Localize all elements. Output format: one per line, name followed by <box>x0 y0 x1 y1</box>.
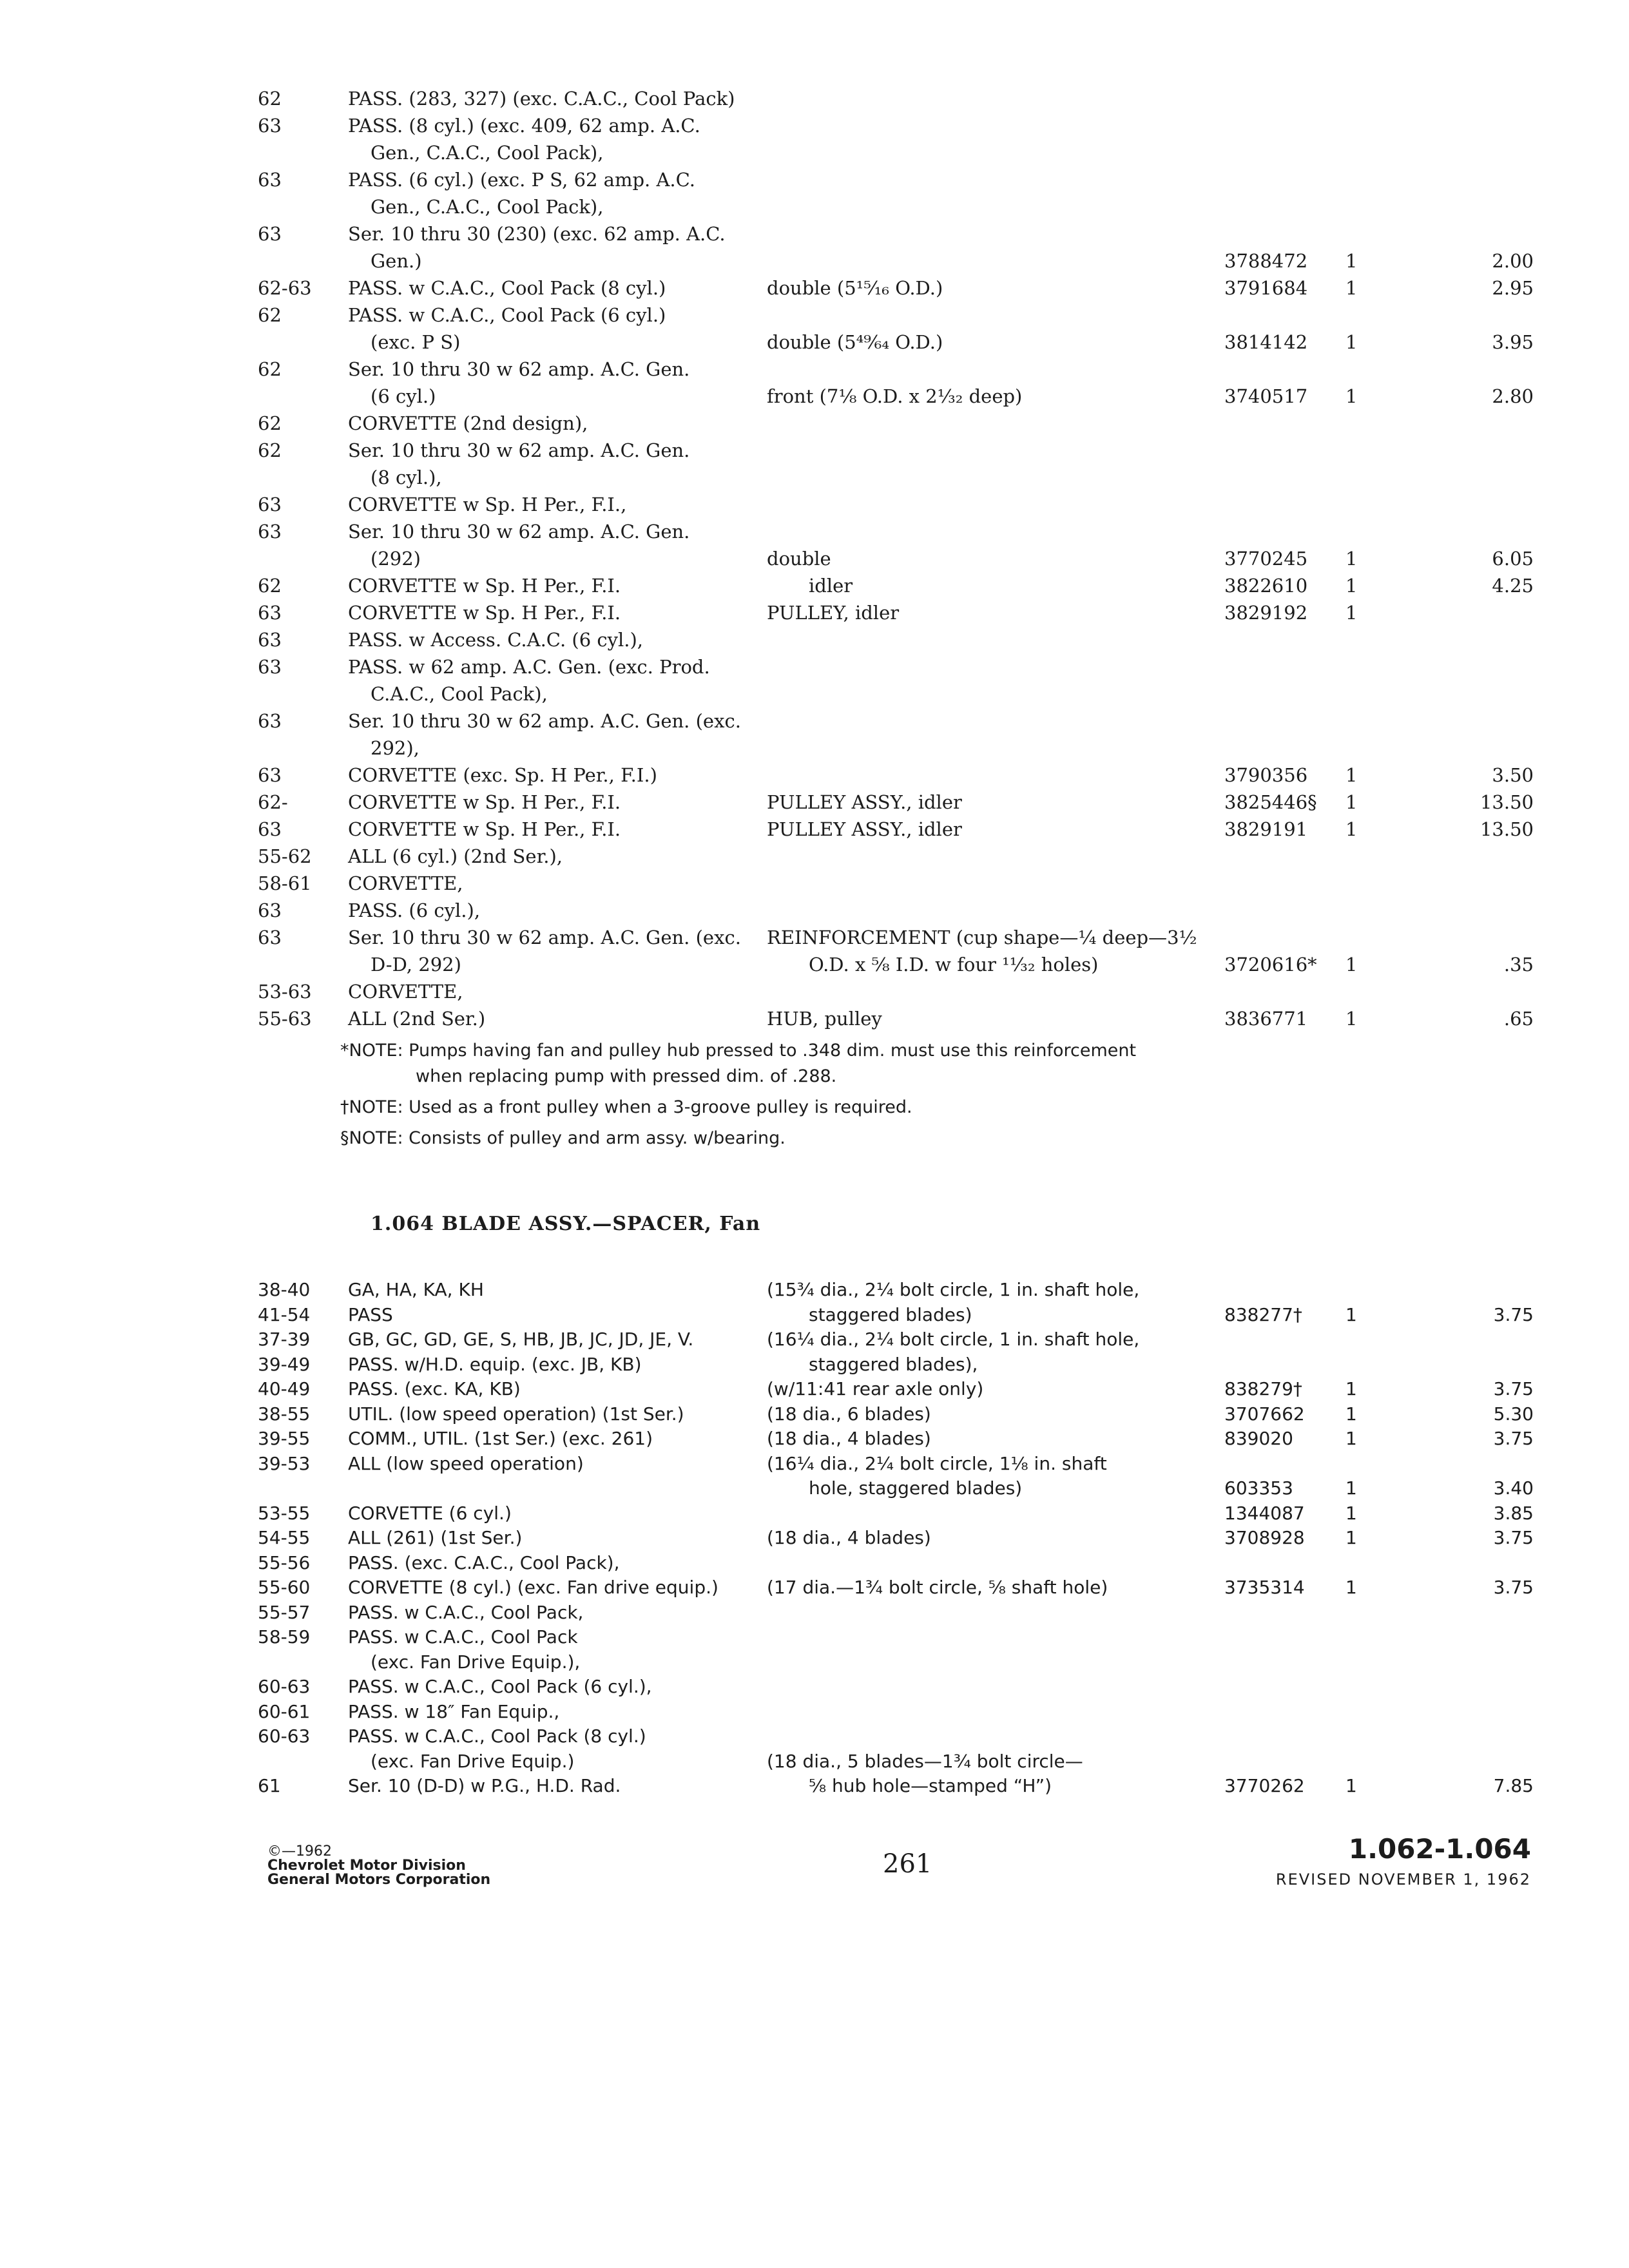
application-text: Ser. 10 thru 30 w 62 amp. A.C. Gen. <box>348 358 690 380</box>
part-number: 3791684 <box>1224 277 1308 299</box>
application-text: Ser. 10 thru 30 w 62 amp. A.C. Gen. (exc. <box>348 710 741 732</box>
application-text: CORVETTE w Sp. H Per., F.I. <box>348 818 621 840</box>
part-number: 3822610 <box>1224 575 1308 597</box>
section-title: 1.064 BLADE ASSY.—SPACER, Fan <box>371 1213 761 1235</box>
quantity: 1 <box>1345 818 1358 840</box>
part-number: 1344087 <box>1224 1502 1305 1524</box>
application-text: Ser. 10 thru 30 w 62 amp. A.C. Gen. <box>348 439 690 461</box>
year-range: 58-59 <box>258 1626 311 1648</box>
year-range: 60-63 <box>258 1676 311 1697</box>
year-range: 38-55 <box>258 1403 311 1425</box>
application-text: D-D, 292) <box>371 954 461 975</box>
application-text: PASS. (283, 327) (exc. C.A.C., Cool Pack) <box>348 88 735 110</box>
description-text: HUB, pulley <box>767 1008 882 1030</box>
quantity: 1 <box>1345 385 1358 407</box>
application-text: Ser. 10 (D-D) w P.G., H.D. Rad. <box>348 1775 621 1796</box>
application-text: Ser. 10 thru 30 w 62 amp. A.C. Gen. (exc. <box>348 927 741 948</box>
price: .35 <box>1503 954 1534 975</box>
year-range: 63 <box>258 629 282 651</box>
note-line: *NOTE: Pumps having fan and pulley hub pressed to .348 dim. must use this reinforcement <box>340 1041 1137 1061</box>
application-text: Ser. 10 thru 30 w 62 amp. A.C. Gen. <box>348 521 690 543</box>
quantity: 1 <box>1345 1378 1357 1399</box>
part-number: 3708928 <box>1224 1527 1305 1548</box>
description-text: (18 dia., 4 blades) <box>767 1527 931 1548</box>
quantity: 1 <box>1345 1527 1357 1548</box>
description-text: double (5¹⁵⁄₁₆ O.D.) <box>767 277 943 299</box>
part-number: 3770245 <box>1224 548 1308 570</box>
part-number: 3814142 <box>1224 331 1308 353</box>
application-text: CORVETTE w Sp. H Per., F.I. <box>348 575 621 597</box>
application-text: PASS. (6 cyl.) (exc. P S, 62 amp. A.C. <box>348 169 696 191</box>
application-text: (exc. Fan Drive Equip.) <box>371 1750 575 1772</box>
note-line: when replacing pump with pressed dim. of .288. <box>416 1066 837 1086</box>
description-text: (18 dia., 6 blades) <box>767 1403 931 1425</box>
application-text: Gen., C.A.C., Cool Pack), <box>371 196 604 218</box>
part-number: 603353 <box>1224 1477 1293 1499</box>
application-text: CORVETTE w Sp. H Per., F.I. <box>348 602 621 624</box>
publisher-block <box>267 1845 490 1887</box>
price: .65 <box>1503 1008 1534 1030</box>
application-text: (exc. P S) <box>371 331 461 353</box>
section-range: 1.062-1.064 <box>1348 1833 1531 1865</box>
quantity: 1 <box>1345 331 1358 353</box>
application-text: (exc. Fan Drive Equip.), <box>371 1651 581 1673</box>
year-range: 39-53 <box>258 1452 311 1474</box>
quantity: 1 <box>1345 1403 1357 1425</box>
application-text: PASS. (6 cyl.), <box>348 899 481 921</box>
part-number: 3770262 <box>1224 1775 1305 1796</box>
part-number: 3829192 <box>1224 602 1308 624</box>
description-text: (17 dia.—1¾ bolt circle, ⅝ shaft hole) <box>767 1577 1108 1598</box>
year-range: 63 <box>258 818 282 840</box>
quantity: 1 <box>1345 954 1358 975</box>
year-range: 63 <box>258 494 282 515</box>
description-text: REINFORCEMENT (cup shape—¹⁄₄ deep—3¹⁄₂ <box>767 927 1197 948</box>
description-text: double <box>767 548 831 570</box>
description-text: (15¾ dia., 2¼ bolt circle, 1 in. shaft hole, <box>767 1279 1140 1300</box>
application-text: CORVETTE w Sp. H Per., F.I., <box>348 494 627 515</box>
application-text: PASS <box>348 1303 393 1325</box>
application-text: (8 cyl.), <box>371 466 442 488</box>
application-text: CORVETTE (6 cyl.) <box>348 1502 512 1524</box>
quantity: 1 <box>1345 1775 1357 1796</box>
application-text: UTIL. (low speed operation) (1st Ser.) <box>348 1403 684 1425</box>
table-row <box>0 1006 1629 1038</box>
quantity: 1 <box>1345 250 1358 272</box>
application-text: CORVETTE, <box>348 872 463 894</box>
year-range: 55-60 <box>258 1577 311 1598</box>
price: 13.50 <box>1480 791 1534 813</box>
application-text: PASS. w 62 amp. A.C. Gen. (exc. Prod. <box>348 656 710 678</box>
year-range: 53-63 <box>258 981 312 1003</box>
application-text: PASS. w C.A.C., Cool Pack (6 cyl.), <box>348 1676 652 1697</box>
description-text: front (7¹⁄₈ O.D. x 2¹⁄₃₂ deep) <box>767 385 1023 407</box>
part-number: 3825446§ <box>1224 791 1317 813</box>
application-text: CORVETTE (2nd design), <box>348 412 588 434</box>
year-range: 62-63 <box>258 277 312 299</box>
description-text: ⅝ hub hole—stamped “H”) <box>809 1775 1052 1796</box>
part-number: 3836771 <box>1224 1008 1308 1030</box>
application-text: PASS. w C.A.C., Cool Pack <box>348 1626 578 1648</box>
copyright: ©—1962 <box>267 1843 332 1860</box>
application-text: COMM., UTIL. (1st Ser.) (exc. 261) <box>348 1428 653 1449</box>
application-text: CORVETTE (exc. Sp. H Per., F.I.) <box>348 764 657 786</box>
application-text: Ser. 10 thru 30 (230) (exc. 62 amp. A.C. <box>348 223 726 245</box>
price: 2.00 <box>1492 250 1534 272</box>
quantity: 1 <box>1345 1577 1357 1598</box>
year-range: 63 <box>258 521 282 543</box>
price: 3.40 <box>1493 1477 1534 1499</box>
price: 13.50 <box>1480 818 1534 840</box>
application-text: PASS. w Access. C.A.C. (6 cyl.), <box>348 629 644 651</box>
year-range: 63 <box>258 115 282 137</box>
price: 2.95 <box>1492 277 1534 299</box>
quantity: 1 <box>1345 764 1358 786</box>
year-range: 55-63 <box>258 1008 312 1030</box>
description-text: PULLEY, idler <box>767 602 900 624</box>
price: 7.85 <box>1493 1775 1534 1796</box>
year-range: 58-61 <box>258 872 312 894</box>
part-number: 3720616* <box>1224 954 1317 975</box>
part-number: 839020 <box>1224 1428 1293 1449</box>
quantity: 1 <box>1345 1477 1357 1499</box>
application-text: GA, HA, KA, KH <box>348 1279 484 1300</box>
year-range: 62 <box>258 575 282 597</box>
quantity: 1 <box>1345 277 1358 299</box>
application-text: PASS. (8 cyl.) (exc. 409, 62 amp. A.C. <box>348 115 700 137</box>
price: 3.75 <box>1493 1378 1534 1399</box>
part-number: 838279† <box>1224 1378 1302 1399</box>
application-text: PASS. w C.A.C., Cool Pack (8 cyl.) <box>348 277 666 299</box>
quantity: 1 <box>1345 1502 1357 1524</box>
application-text: PASS. w C.A.C., Cool Pack (8 cyl.) <box>348 1725 646 1747</box>
price: 3.75 <box>1493 1527 1534 1548</box>
application-text: PASS. w 18″ Fan Equip., <box>348 1700 560 1722</box>
year-range: 62 <box>258 439 282 461</box>
year-range: 55-62 <box>258 845 312 867</box>
part-number: 3829191 <box>1224 818 1308 840</box>
year-range: 53-55 <box>258 1502 311 1524</box>
quantity: 1 <box>1345 575 1358 597</box>
year-range: 63 <box>258 899 282 921</box>
year-range: 39-55 <box>258 1428 311 1449</box>
application-text: (6 cyl.) <box>371 385 436 407</box>
description-text: double (5⁴⁹⁄₆₄ O.D.) <box>767 331 943 353</box>
year-range: 39-49 <box>258 1353 311 1375</box>
application-text: PASS. w/H.D. equip. (exc. JB, KB) <box>348 1353 642 1375</box>
application-text: C.A.C., Cool Pack), <box>371 683 548 705</box>
application-text: CORVETTE (8 cyl.) (exc. Fan drive equip.) <box>348 1577 718 1598</box>
application-text: 292), <box>371 737 419 759</box>
part-number: 3788472 <box>1224 250 1308 272</box>
description-text: (18 dia., 4 blades) <box>767 1428 931 1449</box>
year-range: 62 <box>258 304 282 326</box>
description-text: O.D. x ⁵⁄₈ I.D. w four ¹¹⁄₃₂ holes) <box>809 954 1099 975</box>
year-range: 62 <box>258 88 282 110</box>
quantity: 1 <box>1345 602 1358 624</box>
price: 3.50 <box>1492 764 1534 786</box>
application-text: CORVETTE, <box>348 981 463 1003</box>
year-range: 62- <box>258 791 288 813</box>
application-text: PASS. w C.A.C., Cool Pack, <box>348 1601 584 1623</box>
application-text: PASS. (exc. KA, KB) <box>348 1378 521 1399</box>
application-text: PASS. (exc. C.A.C., Cool Pack), <box>348 1552 620 1573</box>
year-range: 55-56 <box>258 1552 311 1573</box>
description-text: PULLEY ASSY., idler <box>767 818 962 840</box>
year-range: 63 <box>258 602 282 624</box>
application-text: Gen.) <box>371 250 422 272</box>
application-text: ALL (2nd Ser.) <box>348 1008 486 1030</box>
application-text: CORVETTE w Sp. H Per., F.I. <box>348 791 621 813</box>
page-number: 261 <box>883 1849 932 1879</box>
year-range: 37-39 <box>258 1329 311 1350</box>
year-range: 63 <box>258 927 282 948</box>
year-range: 63 <box>258 656 282 678</box>
price: 5.30 <box>1493 1403 1534 1425</box>
year-range: 61 <box>258 1775 281 1796</box>
description-text: staggered blades) <box>809 1303 972 1325</box>
year-range: 38-40 <box>258 1279 311 1300</box>
corporation-name: General Motors Corporation <box>267 1872 491 1888</box>
application-text: Gen., C.A.C., Cool Pack), <box>371 142 604 164</box>
year-range: 41-54 <box>258 1303 311 1325</box>
year-range: 62 <box>258 412 282 434</box>
description-text: staggered blades), <box>809 1353 978 1375</box>
description-text: (16¼ dia., 2¼ bolt circle, 1 in. shaft hole, <box>767 1329 1140 1350</box>
price: 3.75 <box>1493 1577 1534 1598</box>
part-number: 3735314 <box>1224 1577 1305 1598</box>
price: 3.75 <box>1493 1303 1534 1325</box>
year-range: 54-55 <box>258 1527 311 1548</box>
application-text: ALL (6 cyl.) (2nd Ser.), <box>348 845 563 867</box>
year-range: 63 <box>258 764 282 786</box>
application-text: (292) <box>371 548 421 570</box>
price: 2.80 <box>1492 385 1534 407</box>
revised-date: REVISED NOVEMBER 1, 1962 <box>1275 1870 1531 1888</box>
part-number: 3740517 <box>1224 385 1308 407</box>
table-row <box>0 1773 1629 1805</box>
quantity: 1 <box>1345 1428 1357 1449</box>
price: 3.75 <box>1493 1428 1534 1449</box>
description-text: (w/11:41 rear axle only) <box>767 1378 984 1399</box>
year-range: 55-57 <box>258 1601 311 1623</box>
description-text: idler <box>809 575 853 597</box>
year-range: 63 <box>258 223 282 245</box>
description-text: PULLEY ASSY., idler <box>767 791 962 813</box>
price: 6.05 <box>1492 548 1534 570</box>
year-range: 63 <box>258 169 282 191</box>
quantity: 1 <box>1345 1008 1358 1030</box>
part-number: 3790356 <box>1224 764 1308 786</box>
application-text: GB, GC, GD, GE, S, HB, JB, JC, JD, JE, V. <box>348 1329 694 1350</box>
description-text: (16¼ dia., 2¼ bolt circle, 1⅛ in. shaft <box>767 1452 1107 1474</box>
quantity: 1 <box>1345 1303 1357 1325</box>
year-range: 40-49 <box>258 1378 311 1399</box>
application-text: ALL (low speed operation) <box>348 1452 584 1474</box>
price: 3.85 <box>1493 1502 1534 1524</box>
part-number: 3707662 <box>1224 1403 1305 1425</box>
price: 3.95 <box>1492 331 1534 353</box>
quantity: 1 <box>1345 791 1358 813</box>
part-number: 838277† <box>1224 1303 1302 1325</box>
description-text: (18 dia., 5 blades—1¾ bolt circle— <box>767 1750 1083 1772</box>
quantity: 1 <box>1345 548 1358 570</box>
year-range: 63 <box>258 710 282 732</box>
description-text: hole, staggered blades) <box>809 1477 1023 1499</box>
price: 4.25 <box>1492 575 1534 597</box>
year-range: 60-63 <box>258 1725 311 1747</box>
note-line: †NOTE: Used as a front pulley when a 3-groove pulley is required. <box>340 1097 912 1117</box>
application-text: ALL (261) (1st Ser.) <box>348 1527 523 1548</box>
year-range: 60-61 <box>258 1700 311 1722</box>
note-line: §NOTE: Consists of pulley and arm assy. w/bearing. <box>340 1128 786 1148</box>
year-range: 62 <box>258 358 282 380</box>
division-name: Chevrolet Motor Division <box>267 1858 466 1874</box>
application-text: PASS. w C.A.C., Cool Pack (6 cyl.) <box>348 304 666 326</box>
